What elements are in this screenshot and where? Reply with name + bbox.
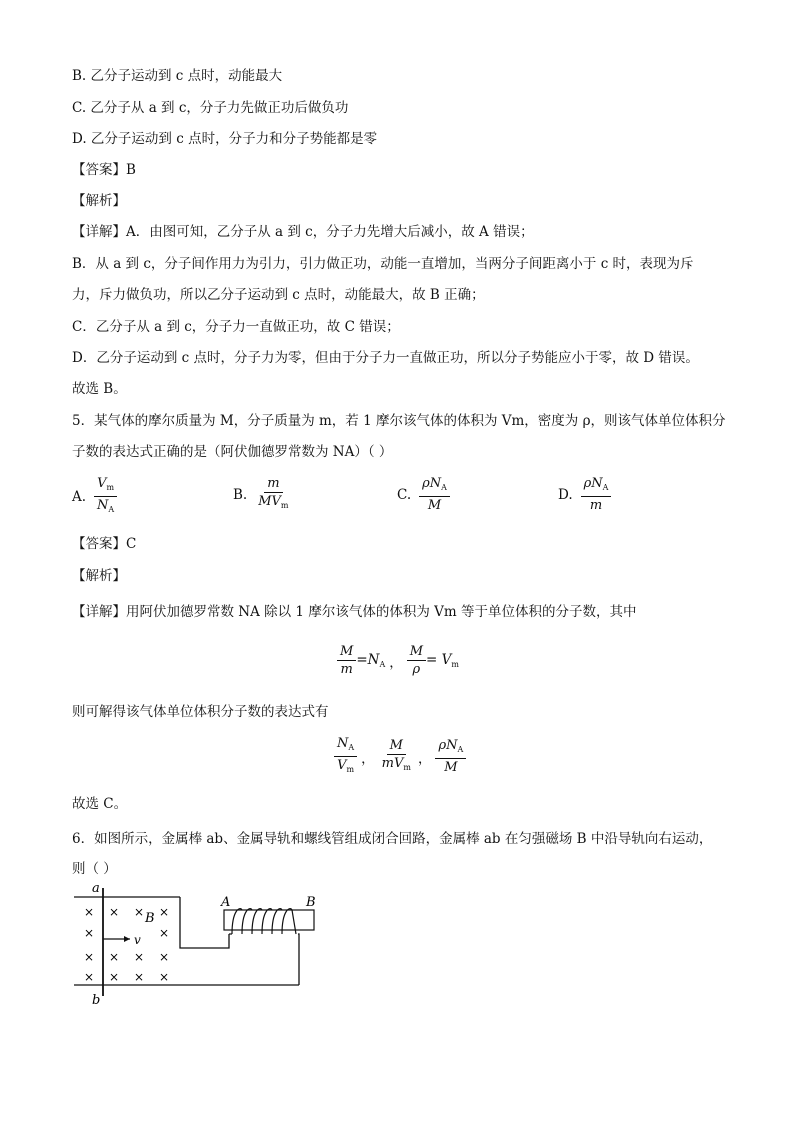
option-b-text: B. 乙分子运动到 c 点时，动能最大 (72, 68, 283, 84)
field-cross: × (84, 950, 95, 964)
field-cross: × (159, 970, 170, 984)
field-cross: × (159, 926, 170, 940)
explanation-line: 力，斥力做负功，所以乙分子运动到 c 点时，动能最大，故 B 正确； (72, 287, 485, 303)
question-6-text: 6．如图所示，金属棒 ab、金属导轨和螺线管组成闭合回路，金属棒 ab 在匀强磁场 B 中沿导轨向右运动， (72, 831, 713, 847)
option-c: C. $\frac{\rho N_A}{M}$ (397, 476, 450, 513)
field-cross: × (109, 905, 120, 919)
field-cross: × (134, 950, 145, 964)
field-cross: × (84, 905, 95, 919)
field-cross: × (134, 905, 145, 919)
option-d-fraction: $\frac{\rho N_A}{m}$ (581, 476, 612, 513)
field-cross: × (134, 970, 145, 984)
label-A: A (221, 895, 231, 910)
analysis-label: 【解析】 (72, 193, 126, 209)
option-d-text: D. 乙分子运动到 c 点时，分子力和分子势能都是零 (72, 131, 378, 147)
field-cross: × (109, 950, 120, 964)
option-b-fraction: $\frac{m}{MV_m}$ (258, 476, 289, 510)
question-6-text: 则（ ） (72, 861, 117, 877)
label-b: b (92, 993, 101, 1008)
solenoid-tube (224, 910, 314, 930)
field-cross: × (159, 950, 170, 964)
explanation-line: 【详解】用阿伏加德罗常数 NA 除以 1 摩尔该气体的体积为 Vm 等于单位体积的分子数，其中 (72, 604, 637, 620)
explanation-line: B．从 a 到 c，分子间作用力为引力，引力做正功，动能一直增加，当两分子间距离小于 c 时，表现为斥 (72, 256, 694, 272)
option-b: B. $\frac{m}{MV_m}$ (233, 476, 292, 513)
label-B: B (306, 895, 316, 910)
question-5-text: 5．某气体的摩尔质量为 M，分子质量为 m，若 1 摩尔该气体的体积为 Vm，密度为 ρ，则该气体单位体积分 (72, 413, 726, 429)
conclusion-line: 故选 B。 (72, 381, 127, 397)
field-cross: × (109, 970, 120, 984)
circuit-figure (70, 882, 330, 1012)
field-cross: × (159, 905, 170, 919)
wire-right (298, 934, 299, 985)
conclusion-line: 故选 C。 (72, 796, 128, 812)
equation-1: $\frac{M}{m}$ $=N_A$ ， $\frac{M}{\rho}$ = $V_m$ (337, 644, 459, 677)
equation-2: $\frac{N_A}{V_m}$ ， $\frac{M}{mV_m}$ ， $\frac{\rho N_A}{M}$ (334, 736, 466, 777)
question-5-text: 子数的表达式正确的是（阿伏伽德罗常数为 NA）（ ） (72, 444, 393, 460)
option-a-fraction: $\frac{V_m}{N_A}$ (94, 476, 117, 517)
option-a: A. $\frac{V_m}{N_A}$ (72, 476, 117, 517)
field-cross: × (84, 970, 95, 984)
explanation-line: C．乙分子从 a 到 c，分子力一直做正功，故 C 错误； (72, 319, 400, 335)
explanation-line: 则可解得该气体单位体积分子数的表达式有 (72, 704, 329, 720)
explanation-line: 【详解】A．由图可知，乙分子从 a 到 c，分子力先增大后减小，故 A 错误； (72, 224, 534, 240)
answer-label: 【答案】C (72, 536, 137, 552)
label-field-B: B (145, 911, 155, 926)
label-a: a (92, 882, 100, 896)
option-c-text: C. 乙分子从 a 到 c，分子力先做正功后做负功 (72, 100, 349, 116)
answer-label: 【答案】B (72, 162, 136, 178)
option-d: D. $\frac{\rho N_A}{m}$ (558, 476, 611, 513)
field-crosses (84, 905, 169, 984)
explanation-line: D．乙分子运动到 c 点时，分子力为零，但由于分子力一直做正功，所以分子势能应小于零，故 D 错误。 (72, 350, 699, 366)
option-c-fraction: $\frac{\rho N_A}{M}$ (419, 476, 450, 513)
label-v: v (134, 933, 141, 947)
analysis-label: 【解析】 (72, 568, 126, 584)
field-cross: × (84, 926, 95, 940)
